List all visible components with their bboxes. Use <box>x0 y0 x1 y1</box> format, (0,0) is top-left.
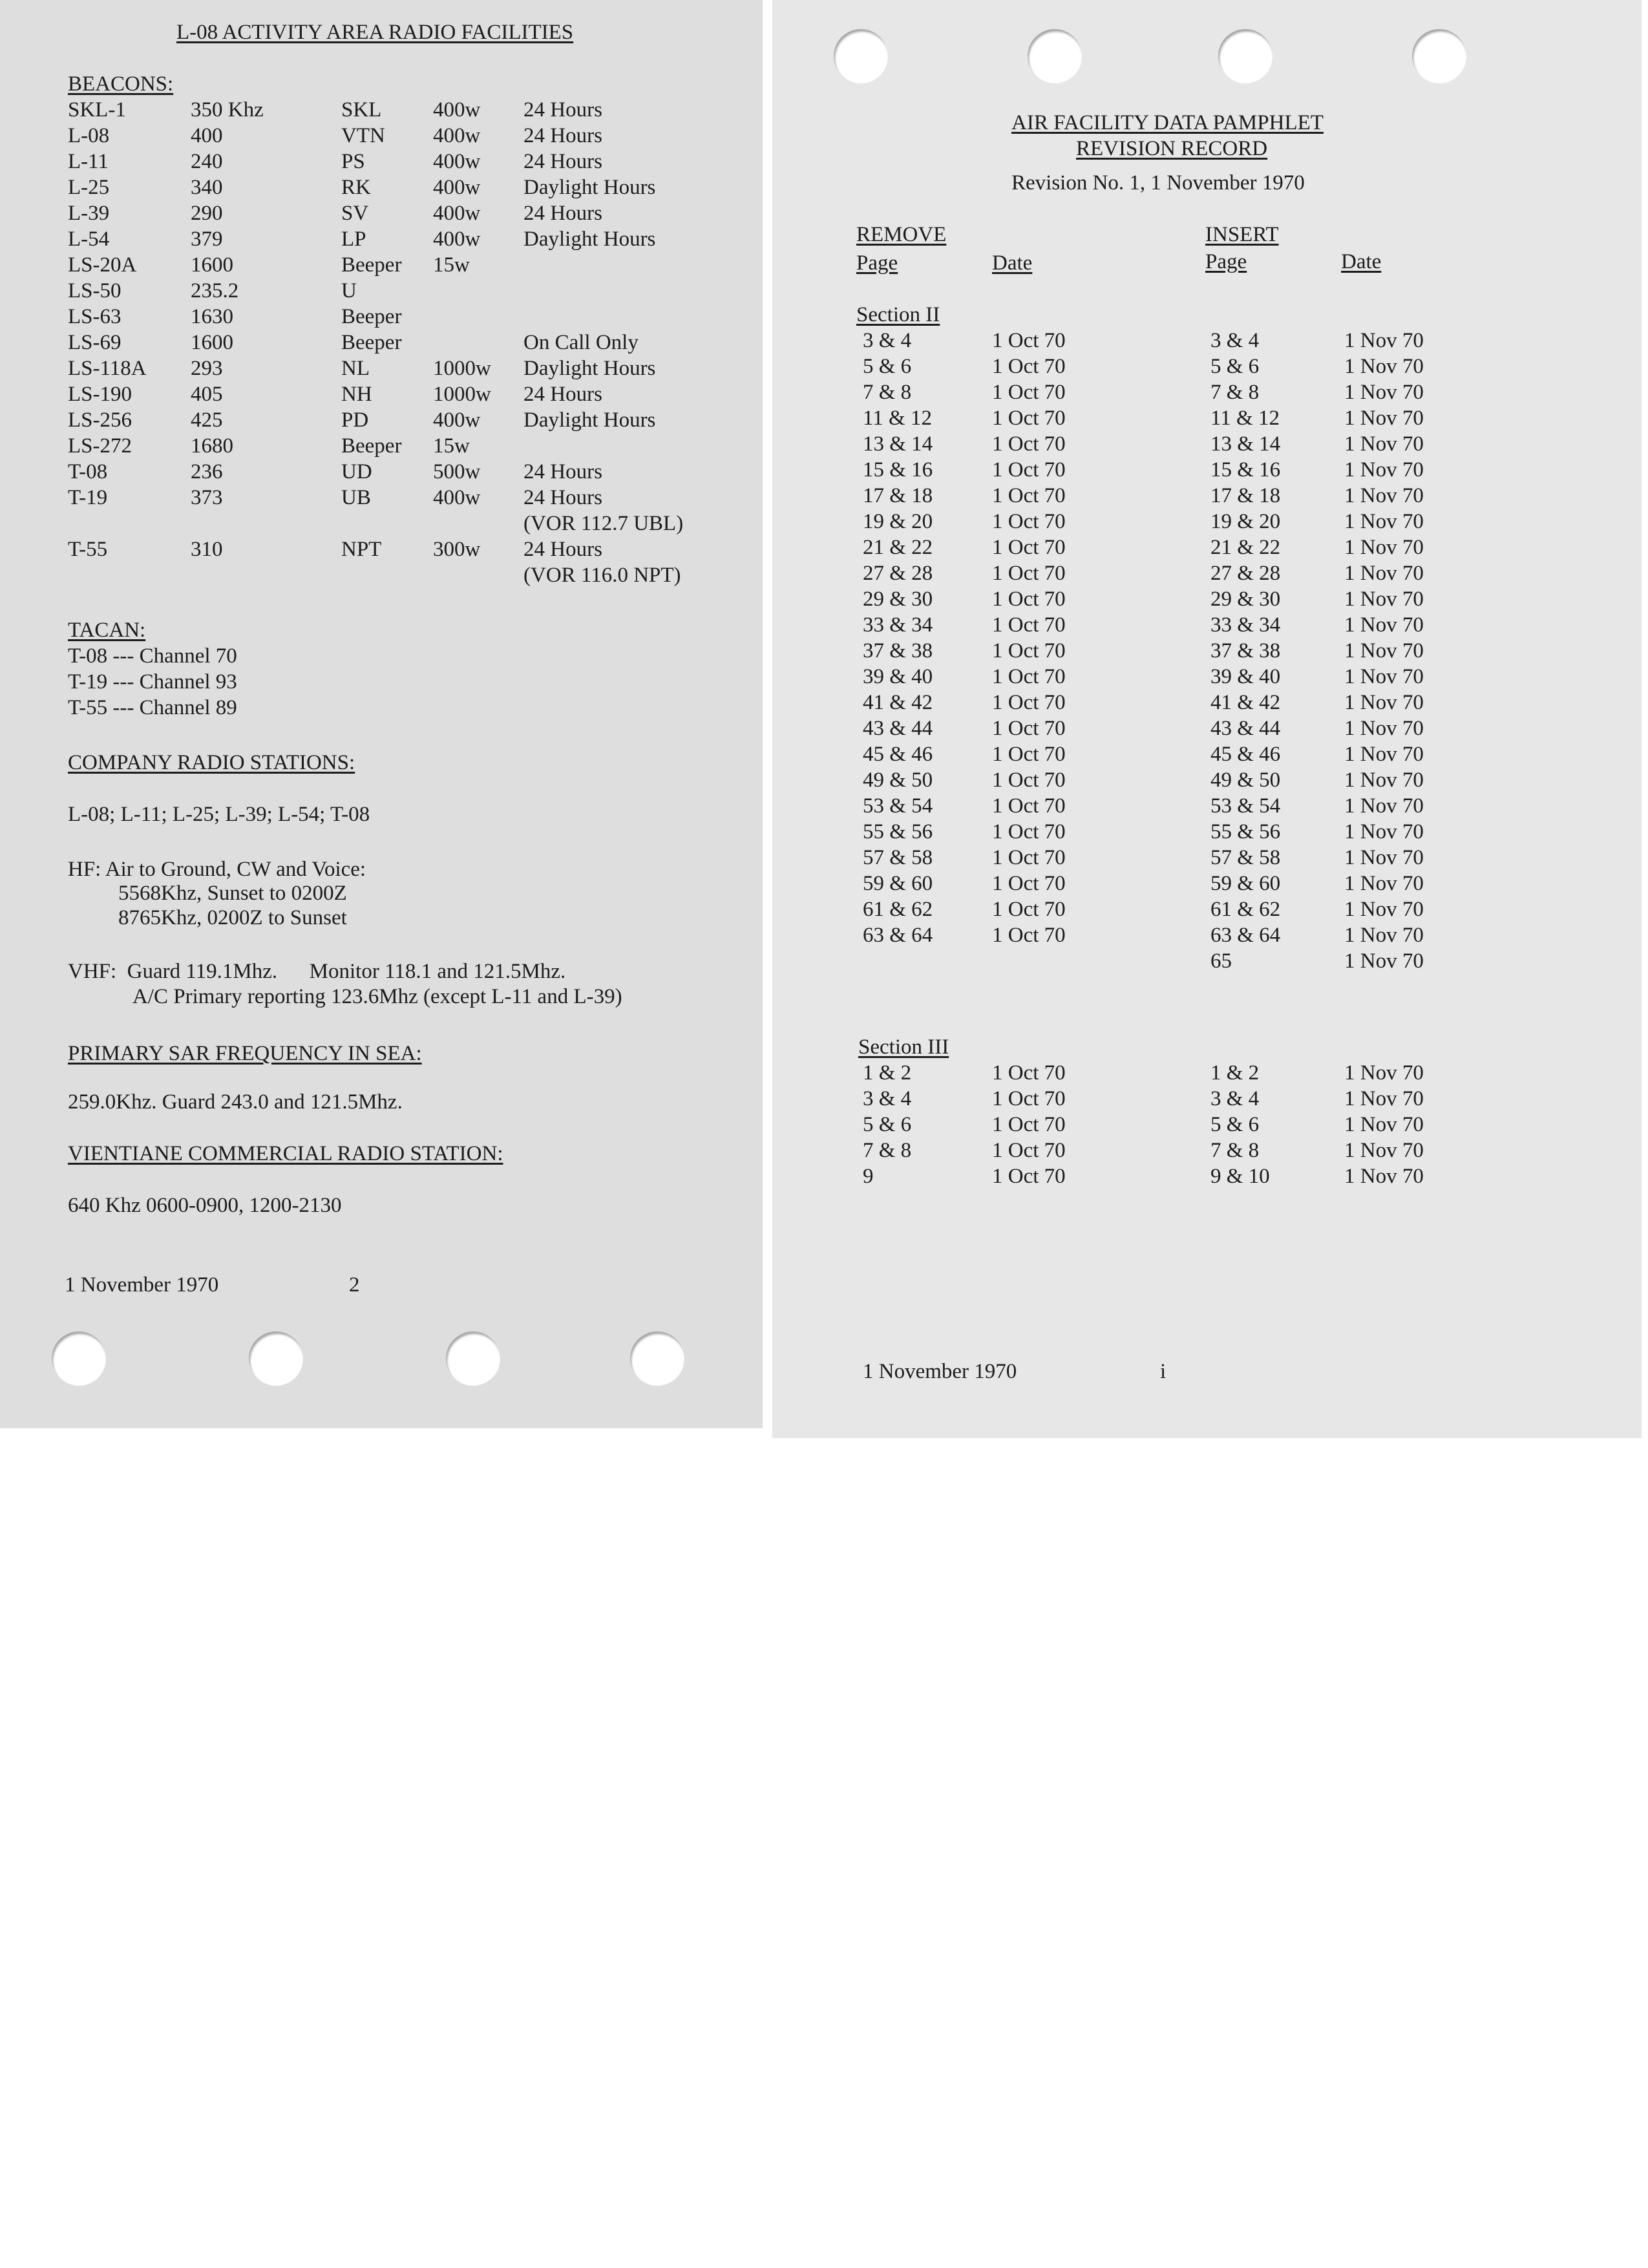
insert-page: 3 & 4 <box>1210 329 1260 352</box>
revision-number: Revision No. 1, 1 November 1970 <box>1011 171 1305 195</box>
beacon-hours: Daylight Hours <box>523 176 656 199</box>
beacon-frequency: 290 <box>191 202 223 225</box>
beacon-hours: 24 Hours <box>523 538 602 561</box>
remove-page: 33 & 34 <box>863 613 933 637</box>
insert-date: 1 Nov 70 <box>1344 432 1424 456</box>
sar-heading: PRIMARY SAR FREQUENCY IN SEA: <box>68 1042 422 1065</box>
insert-date: 1 Nov 70 <box>1344 691 1424 714</box>
beacon-power: 1000w <box>433 357 491 380</box>
beacon-id: LS-69 <box>68 331 121 354</box>
beacon-power: 400w <box>433 202 481 225</box>
remove-date: 1 Oct 70 <box>992 510 1066 533</box>
remove-date: 1 Oct 70 <box>992 588 1066 611</box>
insert-page: 21 & 22 <box>1210 536 1281 559</box>
footer-page-number: i <box>1160 1360 1167 1383</box>
vientiane-text: 640 Khz 0600-0900, 1200-2130 <box>68 1194 342 1217</box>
beacon-hours: Daylight Hours <box>523 357 656 380</box>
beacon-power: 1000w <box>433 383 491 406</box>
beacon-frequency: 373 <box>191 486 223 509</box>
remove-date: 1 Oct 70 <box>992 743 1066 766</box>
remove-page: 19 & 20 <box>863 510 933 533</box>
hf-line: 5568Khz, Sunset to 0200Z <box>118 882 347 905</box>
punch-hole <box>834 29 888 83</box>
remove-date: 1 Oct 70 <box>992 691 1066 714</box>
remove-date: 1 Oct 70 <box>992 562 1066 585</box>
insert-date: 1 Nov 70 <box>1344 924 1424 947</box>
remove-date: 1 Oct 70 <box>992 329 1066 352</box>
insert-page: 57 & 58 <box>1210 846 1281 869</box>
insert-page: 37 & 38 <box>1210 639 1281 662</box>
insert-page: 33 & 34 <box>1210 613 1281 637</box>
section-ii-label: Section II <box>856 303 940 326</box>
remove-date: 1 Oct 70 <box>992 484 1066 507</box>
beacons-heading: BEACONS: <box>68 72 174 96</box>
beacon-power: 400w <box>433 176 481 199</box>
insert-page: 55 & 56 <box>1210 820 1281 843</box>
insert-page: 5 & 6 <box>1210 355 1260 378</box>
insert-page: 43 & 44 <box>1210 717 1281 740</box>
insert-page: 59 & 60 <box>1210 872 1281 895</box>
remove-date: 1 Oct 70 <box>992 381 1066 404</box>
beacon-id: LS-190 <box>68 383 132 406</box>
beacon-id: LS-272 <box>68 434 132 458</box>
remove-label: REMOVE <box>856 223 947 246</box>
remove-date: 1 Oct 70 <box>992 794 1066 818</box>
beacon-id: T-19 <box>68 486 108 509</box>
insert-date: 1 Nov 70 <box>1344 355 1424 378</box>
insert-date: 1 Nov 70 <box>1344 743 1424 766</box>
remove-page: 57 & 58 <box>863 846 933 869</box>
beacon-hours: 24 Hours <box>523 486 602 509</box>
insert-date: 1 Nov 70 <box>1344 381 1424 404</box>
vhf-line: A/C Primary reporting 123.6Mhz (except L-11 and L-39) <box>132 985 622 1008</box>
remove-date: 1 Oct 70 <box>992 613 1066 637</box>
beacon-hours: 24 Hours <box>523 460 602 483</box>
insert-date: 1 Nov 70 <box>1344 613 1424 637</box>
punch-hole <box>52 1331 106 1386</box>
company-heading: COMPANY RADIO STATIONS: <box>68 751 355 774</box>
beacon-id: SKL-1 <box>68 98 126 122</box>
beacon-hours: Daylight Hours <box>523 228 656 251</box>
beacon-frequency: 310 <box>191 538 223 561</box>
beacon-code: NH <box>341 383 372 406</box>
tacan-line: T-19 --- Channel 93 <box>68 670 237 694</box>
remove-page: 9 <box>863 1165 874 1188</box>
remove-date: 1 Oct 70 <box>992 846 1066 869</box>
beacon-id: LS-118A <box>68 357 147 380</box>
remove-page: 59 & 60 <box>863 872 933 895</box>
beacon-hours: 24 Hours <box>523 202 602 225</box>
beacon-hours: 24 Hours <box>523 124 602 147</box>
beacon-code: Beeper <box>341 305 402 328</box>
insert-date: 1 Nov 70 <box>1344 898 1424 921</box>
insert-page: 11 & 12 <box>1210 407 1280 430</box>
beacon-table <box>68 97 740 601</box>
tacan-heading: TACAN: <box>68 619 146 642</box>
remove-date: 1 Oct 70 <box>992 536 1066 559</box>
remove-date: 1 Oct 70 <box>992 1113 1066 1136</box>
insert-date: 1 Nov 70 <box>1344 949 1424 973</box>
beacon-frequency: 1600 <box>191 331 233 354</box>
beacon-id: L-11 <box>68 150 109 173</box>
remove-date: 1 Oct 70 <box>992 820 1066 843</box>
beacon-code: Beeper <box>341 253 402 277</box>
remove-page: 5 & 6 <box>863 1113 912 1136</box>
insert-page: 29 & 30 <box>1210 588 1281 611</box>
beacon-code: LP <box>341 228 366 251</box>
sar-text: 259.0Khz. Guard 243.0 and 121.5Mhz. <box>68 1090 403 1114</box>
beacon-hours: On Call Only <box>523 331 639 354</box>
remove-date: 1 Oct 70 <box>992 768 1066 792</box>
remove-page: 1 & 2 <box>863 1061 912 1085</box>
section-iii-table <box>772 1060 1548 1196</box>
remove-date: 1 Oct 70 <box>992 407 1066 430</box>
insert-date: 1 Nov 70 <box>1344 1113 1424 1136</box>
beacon-code: Beeper <box>341 434 402 458</box>
beacon-power: 400w <box>433 150 481 173</box>
remove-date: 1 Oct 70 <box>992 355 1066 378</box>
insert-date-label: Date <box>1341 250 1382 273</box>
insert-date: 1 Nov 70 <box>1344 1061 1424 1085</box>
beacon-frequency: 340 <box>191 176 223 199</box>
insert-date: 1 Nov 70 <box>1344 768 1424 792</box>
remove-page: 11 & 12 <box>863 407 932 430</box>
beacon-power: 15w <box>433 253 470 277</box>
insert-page: 19 & 20 <box>1210 510 1281 533</box>
beacon-frequency: 1600 <box>191 253 233 277</box>
revision-title: AIR FACILITY DATA PAMPHLET <box>1011 111 1324 134</box>
remove-date: 1 Oct 70 <box>992 458 1066 482</box>
insert-date: 1 Nov 70 <box>1344 588 1424 611</box>
insert-date: 1 Nov 70 <box>1344 872 1424 895</box>
remove-date-label: Date <box>992 251 1033 275</box>
insert-date: 1 Nov 70 <box>1344 329 1424 352</box>
punch-hole <box>630 1331 684 1386</box>
remove-date: 1 Oct 70 <box>992 665 1066 688</box>
beacon-id: L-25 <box>68 176 110 199</box>
footer-date: 1 November 1970 <box>863 1360 1017 1383</box>
section-iii-label: Section III <box>858 1035 949 1059</box>
beacon-code: SV <box>341 202 369 225</box>
beacon-frequency: 1630 <box>191 305 233 328</box>
remove-date: 1 Oct 70 <box>992 432 1066 456</box>
remove-page: 53 & 54 <box>863 794 933 818</box>
beacon-id: L-54 <box>68 228 110 251</box>
insert-page: 13 & 14 <box>1210 432 1281 456</box>
beacon-hours: (VOR 116.0 NPT) <box>523 564 681 587</box>
insert-page: 45 & 46 <box>1210 743 1281 766</box>
insert-date: 1 Nov 70 <box>1344 536 1424 559</box>
remove-page: 3 & 4 <box>863 1087 912 1110</box>
beacon-code: UB <box>341 486 371 509</box>
remove-page: 27 & 28 <box>863 562 933 585</box>
remove-page: 3 & 4 <box>863 329 912 352</box>
beacon-code: UD <box>341 460 372 483</box>
insert-page: 1 & 2 <box>1210 1061 1260 1085</box>
beacon-power: 500w <box>433 460 481 483</box>
remove-date: 1 Oct 70 <box>992 1061 1066 1085</box>
insert-date: 1 Nov 70 <box>1344 562 1424 585</box>
insert-date: 1 Nov 70 <box>1344 639 1424 662</box>
beacon-frequency: 405 <box>191 383 223 406</box>
beacon-power: 300w <box>433 538 481 561</box>
beacon-power: 400w <box>433 228 481 251</box>
tacan-line: T-08 --- Channel 70 <box>68 644 237 668</box>
insert-page: 7 & 8 <box>1210 381 1260 404</box>
beacon-hours: 24 Hours <box>523 150 602 173</box>
beacon-code: RK <box>341 176 371 199</box>
remove-page: 13 & 14 <box>863 432 933 456</box>
remove-date: 1 Oct 70 <box>992 1087 1066 1110</box>
remove-page: 37 & 38 <box>863 639 933 662</box>
beacon-code: PD <box>341 408 369 432</box>
insert-page: 27 & 28 <box>1210 562 1281 585</box>
beacon-code: NPT <box>341 538 382 561</box>
remove-date: 1 Oct 70 <box>992 717 1066 740</box>
beacon-id: T-55 <box>68 538 108 561</box>
section-ii-table <box>772 328 1548 974</box>
beacon-power: 400w <box>433 486 481 509</box>
insert-page: 3 & 4 <box>1210 1087 1260 1110</box>
beacon-power: 400w <box>433 408 481 432</box>
beacon-power: 400w <box>433 124 481 147</box>
beacon-frequency: 379 <box>191 228 223 251</box>
insert-date: 1 Nov 70 <box>1344 1139 1424 1162</box>
page-title: L-08 ACTIVITY AREA RADIO FACILITIES <box>176 21 574 44</box>
remove-page: 45 & 46 <box>863 743 933 766</box>
beacon-power: 400w <box>433 98 481 122</box>
insert-date: 1 Nov 70 <box>1344 820 1424 843</box>
insert-page: 63 & 64 <box>1210 924 1281 947</box>
insert-date: 1 Nov 70 <box>1344 484 1424 507</box>
beacon-id: LS-256 <box>68 408 132 432</box>
insert-date: 1 Nov 70 <box>1344 407 1424 430</box>
insert-page: 9 & 10 <box>1210 1165 1270 1188</box>
beacon-hours: (VOR 112.7 UBL) <box>523 512 684 535</box>
remove-date: 1 Oct 70 <box>992 1139 1066 1162</box>
beacon-id: T-08 <box>68 460 108 483</box>
remove-page: 63 & 64 <box>863 924 933 947</box>
insert-page: 41 & 42 <box>1210 691 1281 714</box>
beacon-frequency: 293 <box>191 357 223 380</box>
beacon-frequency: 235.2 <box>191 279 239 302</box>
beacon-hours: Daylight Hours <box>523 408 656 432</box>
remove-date: 1 Oct 70 <box>992 1165 1066 1188</box>
remove-page: 41 & 42 <box>863 691 933 714</box>
beacon-code: VTN <box>341 124 385 147</box>
insert-page: 7 & 8 <box>1210 1139 1260 1162</box>
punch-hole <box>1028 29 1082 83</box>
beacon-code: SKL <box>341 98 382 122</box>
remove-date: 1 Oct 70 <box>992 924 1066 947</box>
left-page <box>0 0 763 1428</box>
insert-date: 1 Nov 70 <box>1344 1087 1424 1110</box>
insert-page-label: Page <box>1205 250 1247 273</box>
remove-page: 17 & 18 <box>863 484 933 507</box>
beacon-power: 15w <box>433 434 470 458</box>
remove-page: 55 & 56 <box>863 820 933 843</box>
insert-date: 1 Nov 70 <box>1344 510 1424 533</box>
remove-page: 61 & 62 <box>863 898 933 921</box>
insert-page: 65 <box>1210 949 1232 973</box>
footer-page-number: 2 <box>349 1273 360 1297</box>
remove-date: 1 Oct 70 <box>992 639 1066 662</box>
remove-page: 43 & 44 <box>863 717 933 740</box>
insert-page: 53 & 54 <box>1210 794 1281 818</box>
insert-label: INSERT <box>1205 223 1279 246</box>
vhf-line: VHF: Guard 119.1Mhz. Monitor 118.1 and 121.5Mhz. <box>68 960 566 983</box>
punch-hole <box>249 1331 303 1386</box>
remove-page: 49 & 50 <box>863 768 933 792</box>
beacon-id: L-39 <box>68 202 110 225</box>
insert-date: 1 Nov 70 <box>1344 1165 1424 1188</box>
vientiane-heading: VIENTIANE COMMERCIAL RADIO STATION: <box>68 1142 503 1165</box>
insert-date: 1 Nov 70 <box>1344 794 1424 818</box>
remove-page: 29 & 30 <box>863 588 933 611</box>
beacon-code: PS <box>341 150 365 173</box>
tacan-line: T-55 --- Channel 89 <box>68 696 237 719</box>
beacon-frequency: 236 <box>191 460 223 483</box>
remove-page: 7 & 8 <box>863 1139 912 1162</box>
beacon-id: LS-63 <box>68 305 121 328</box>
beacon-hours: 24 Hours <box>523 383 602 406</box>
remove-page: 21 & 22 <box>863 536 933 559</box>
beacon-frequency: 350 Khz <box>191 98 264 122</box>
remove-page: 5 & 6 <box>863 355 912 378</box>
remove-page: 39 & 40 <box>863 665 933 688</box>
right-page <box>772 0 1642 1438</box>
remove-date: 1 Oct 70 <box>992 898 1066 921</box>
punch-hole <box>1218 29 1273 83</box>
insert-page: 5 & 6 <box>1210 1113 1260 1136</box>
insert-date: 1 Nov 70 <box>1344 665 1424 688</box>
remove-date: 1 Oct 70 <box>992 872 1066 895</box>
footer-date: 1 November 1970 <box>65 1273 219 1297</box>
insert-page: 15 & 16 <box>1210 458 1281 482</box>
beacon-frequency: 240 <box>191 150 223 173</box>
beacon-code: NL <box>341 357 370 380</box>
beacon-id: LS-50 <box>68 279 121 302</box>
remove-page-label: Page <box>856 251 898 275</box>
beacon-code: U <box>341 279 357 302</box>
insert-date: 1 Nov 70 <box>1344 717 1424 740</box>
beacon-frequency: 1680 <box>191 434 233 458</box>
insert-page: 17 & 18 <box>1210 484 1281 507</box>
punch-hole <box>446 1331 500 1386</box>
beacon-id: L-08 <box>68 124 110 147</box>
insert-date: 1 Nov 70 <box>1344 846 1424 869</box>
beacon-frequency: 425 <box>191 408 223 432</box>
punch-hole <box>1412 29 1466 83</box>
insert-page: 61 & 62 <box>1210 898 1281 921</box>
beacon-id: LS-20A <box>68 253 137 277</box>
hf-line: 8765Khz, 0200Z to Sunset <box>118 906 347 929</box>
revision-subtitle: REVISION RECORD <box>1076 137 1268 160</box>
beacon-frequency: 400 <box>191 124 223 147</box>
hf-line: HF: Air to Ground, CW and Voice: <box>68 858 366 881</box>
beacon-code: Beeper <box>341 331 402 354</box>
insert-page: 39 & 40 <box>1210 665 1281 688</box>
insert-page: 49 & 50 <box>1210 768 1281 792</box>
insert-date: 1 Nov 70 <box>1344 458 1424 482</box>
company-list: L-08; L-11; L-25; L-39; L-54; T-08 <box>68 803 370 826</box>
remove-page: 15 & 16 <box>863 458 933 482</box>
beacon-hours: 24 Hours <box>523 98 602 122</box>
remove-page: 7 & 8 <box>863 381 912 404</box>
